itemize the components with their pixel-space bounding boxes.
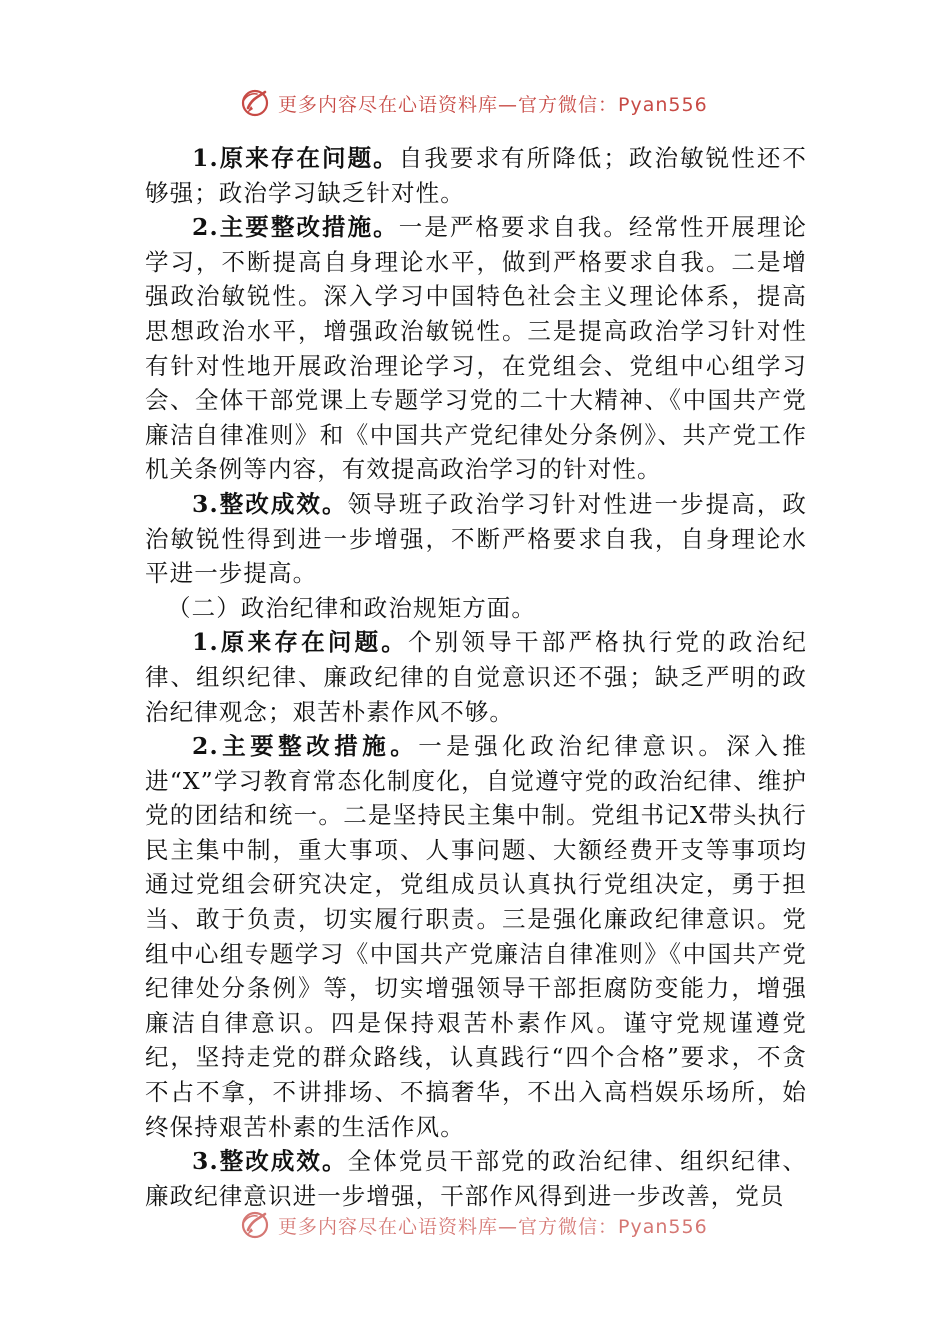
paragraph-lead: 2.主要整改措施。	[192, 732, 419, 761]
watermark-text: 更多内容尽在心语资料库—官方微信：Pyan556	[278, 1215, 708, 1238]
section-heading	[145, 591, 807, 626]
watermark-header	[238, 86, 708, 120]
paragraph-text: 全体党员干部党的政治纪律、组织纪律、廉政纪律意识进一步增强，干部作风得到进一步改善，党员	[145, 1147, 807, 1210]
paragraph-lead: 2.主要整改措施。	[192, 213, 399, 242]
paragraph-lead: 1.原来存在问题。	[192, 628, 409, 657]
paragraph-6	[145, 1144, 807, 1213]
paragraph-5	[145, 729, 807, 1144]
paragraph-2	[145, 210, 807, 487]
document-body	[145, 141, 807, 1213]
paragraph-lead: 3.整改成效。	[192, 489, 348, 518]
paragraph-1	[145, 141, 807, 210]
paragraph-text: 一是严格要求自我。经常性开展理论学习，不断提高自身理论水平，做到严格要求自我。二是增强政治敏锐性。深入学习中国特色社会主义理论体系，提高思想政治水平，增强政治敏锐性。三是提高政治学习针对性有针对性地开展政治理论学习，在党组会、党组中心组学习会、全体干部党课上专题学习党的二十大精神、《中国共产党廉洁自律准则》和《中国共产党纪律处分条例》、共产党工作机关条例等内容，有效提高政治学习的针对性。	[145, 213, 807, 484]
paragraph-text: 个别领导干部严格执行党的政治纪律、组织纪律、廉政纪律的自觉意识还不强；缺乏严明的政治纪律观念；艰苦朴素作风不够。	[145, 628, 807, 726]
paragraph-text: 自我要求有所降低；政治敏锐性还不够强；政治学习缺乏针对性。	[145, 144, 807, 207]
section-heading-text: （二）政治纪律和政治规矩方面。	[167, 593, 536, 622]
paragraph-text: 一是强化政治纪律意识。深入推进“X”学习教育常态化制度化，自觉遵守党的政治纪律、维护党的团结和统一。二是坚持民主集中制。党组书记X带头执行民主集中制，重大事项、人事问题、大额经费开支等事项均通过党组会研究决定，党组成员认真执行党组决定，勇于担当、敢于负责，切实履行职责。三是强化廉政纪律意识。党组中心组专题学习《中国共产党廉洁自律准则》《中国共产党纪律处分条例》等，切实增强领导干部拒腐防变能力，增强廉洁自律意识。四是保持艰苦朴素作风。谨守党规谨遵党纪，坚持走党的群众路线，认真践行“四个合格”要求，不贪不占不拿，不讲排场、不搞奢华，不出入高档娱乐场所，始终保持艰苦朴素的生活作风。	[145, 732, 807, 1141]
paragraph-3	[145, 487, 807, 591]
paragraph-4	[145, 625, 807, 729]
paragraph-lead: 3.整改成效。	[192, 1147, 348, 1176]
watermark-text: 更多内容尽在心语资料库—官方微信：Pyan556	[278, 93, 708, 116]
paragraph-text: 领导班子政治学习针对性进一步提高，政治敏锐性得到进一步增强，不断严格要求自我，自身理论水平进一步提高。	[145, 489, 807, 588]
brush-logo-icon	[238, 1208, 272, 1242]
brush-logo-icon	[238, 86, 272, 120]
watermark-footer	[238, 1208, 708, 1242]
paragraph-lead: 1.原来存在问题。	[192, 144, 399, 172]
